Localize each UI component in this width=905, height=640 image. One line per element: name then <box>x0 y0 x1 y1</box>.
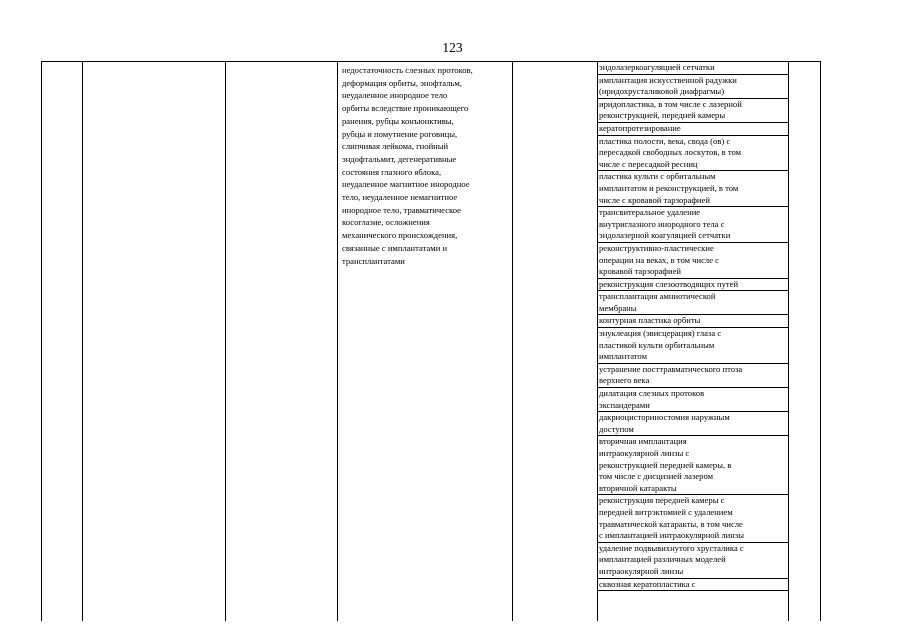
method-row: реконструкция передней камеры с передней витрэктомией с удалением травматической катаракты, в том числе с имплантацией интраокулярной линзы <box>597 495 788 542</box>
method-row: иридопластика, в том числе с лазерной реконструкцией, передней камеры <box>597 99 788 123</box>
diagnosis-line: неудаленное магнитное инородное <box>342 179 470 190</box>
diagnosis-line: недостаточность слезных протоков, <box>342 65 473 75</box>
diagnosis-line: слипчивая лейкома, гнойный <box>342 141 449 152</box>
method-row: дакриоцисториностомия наружным доступом <box>597 412 788 436</box>
diagnosis-line: механического происхождения, <box>342 230 458 241</box>
diagnosis-line: состояния глазного яблока, <box>342 166 442 177</box>
column-divider <box>788 62 789 621</box>
column-divider <box>82 62 83 621</box>
diagnosis-line: инородное тело, травматическое <box>342 204 461 215</box>
method-row: реконструктивно-пластические операции на веках, в том числе с кровавой тарзорафией <box>597 243 788 279</box>
diagnosis-line: тело, неудаленное немагнитное <box>342 192 458 203</box>
column-divider <box>337 62 338 621</box>
diagnosis-line: связанные с имплантатами и <box>342 242 448 253</box>
method-row: контурная пластика орбиты <box>597 315 788 328</box>
page-number: 123 <box>442 40 463 55</box>
method-row: пластика культи с орбитальным имплантатом и реконструкцией, в том числе с кровавой тарзорафией <box>597 171 788 207</box>
method-row: эндолазеркоагуляцией сетчатки <box>597 62 788 75</box>
method-row: дилатация слезных протоков экспандерами <box>597 388 788 412</box>
method-row: вторичная имплантация интраокулярной линзы с реконструкцией передней камеры, в том числе с дисцизией лазером вторичной катаракты <box>597 436 788 495</box>
diagnosis-line: ранения, рубцы конъюнктивы, <box>342 115 454 126</box>
method-row: пластика полости, века, свода (ов) с пересадкой свободных лоскутов, в том числе с пересадкой ресниц <box>597 136 788 172</box>
method-row: энуклеация (эвисцерация) глаза с пластикой культи орбитальным имплантатом <box>597 328 788 364</box>
method-row: кератопротезирование <box>597 123 788 136</box>
diagnosis-cell <box>342 64 512 267</box>
diagnosis-line: косоглазие, осложнения <box>342 217 430 228</box>
method-row: реконструкция слезоотводящих путей <box>597 279 788 292</box>
diagnosis-line: эндофтальмит, дегенеративные <box>342 153 457 164</box>
diagnosis-line: рубцы и помутнение роговицы, <box>342 128 458 139</box>
diagnosis-line: неудаленное инородное тело <box>342 90 448 101</box>
method-row: трансвитеральное удаление внутриглазного инородного тела с эндолазерной коагуляцией сетчатки <box>597 207 788 243</box>
method-row: трансплантация амниотической мембраны <box>597 291 788 315</box>
method-row: имплантация искусственной радужки (иридохрусталиковой диафрагмы) <box>597 75 788 99</box>
diagnosis-line: деформация орбиты, энофтальм, <box>342 77 462 88</box>
column-divider <box>512 62 513 621</box>
diagnosis-line: трансплантатами <box>342 255 405 266</box>
method-row: удаление подвывихнутого хрусталика с имплантацией различных моделей интраокулярной линзы <box>597 543 788 579</box>
procedures-table <box>41 61 821 621</box>
treatment-methods-column <box>597 62 788 591</box>
diagnosis-line: орбиты вследствие проникающего <box>342 103 469 114</box>
method-row: устранение посттравматического птоза верхнего века <box>597 364 788 388</box>
method-row: сквозная кератопластика с <box>597 579 788 592</box>
column-divider <box>225 62 226 621</box>
